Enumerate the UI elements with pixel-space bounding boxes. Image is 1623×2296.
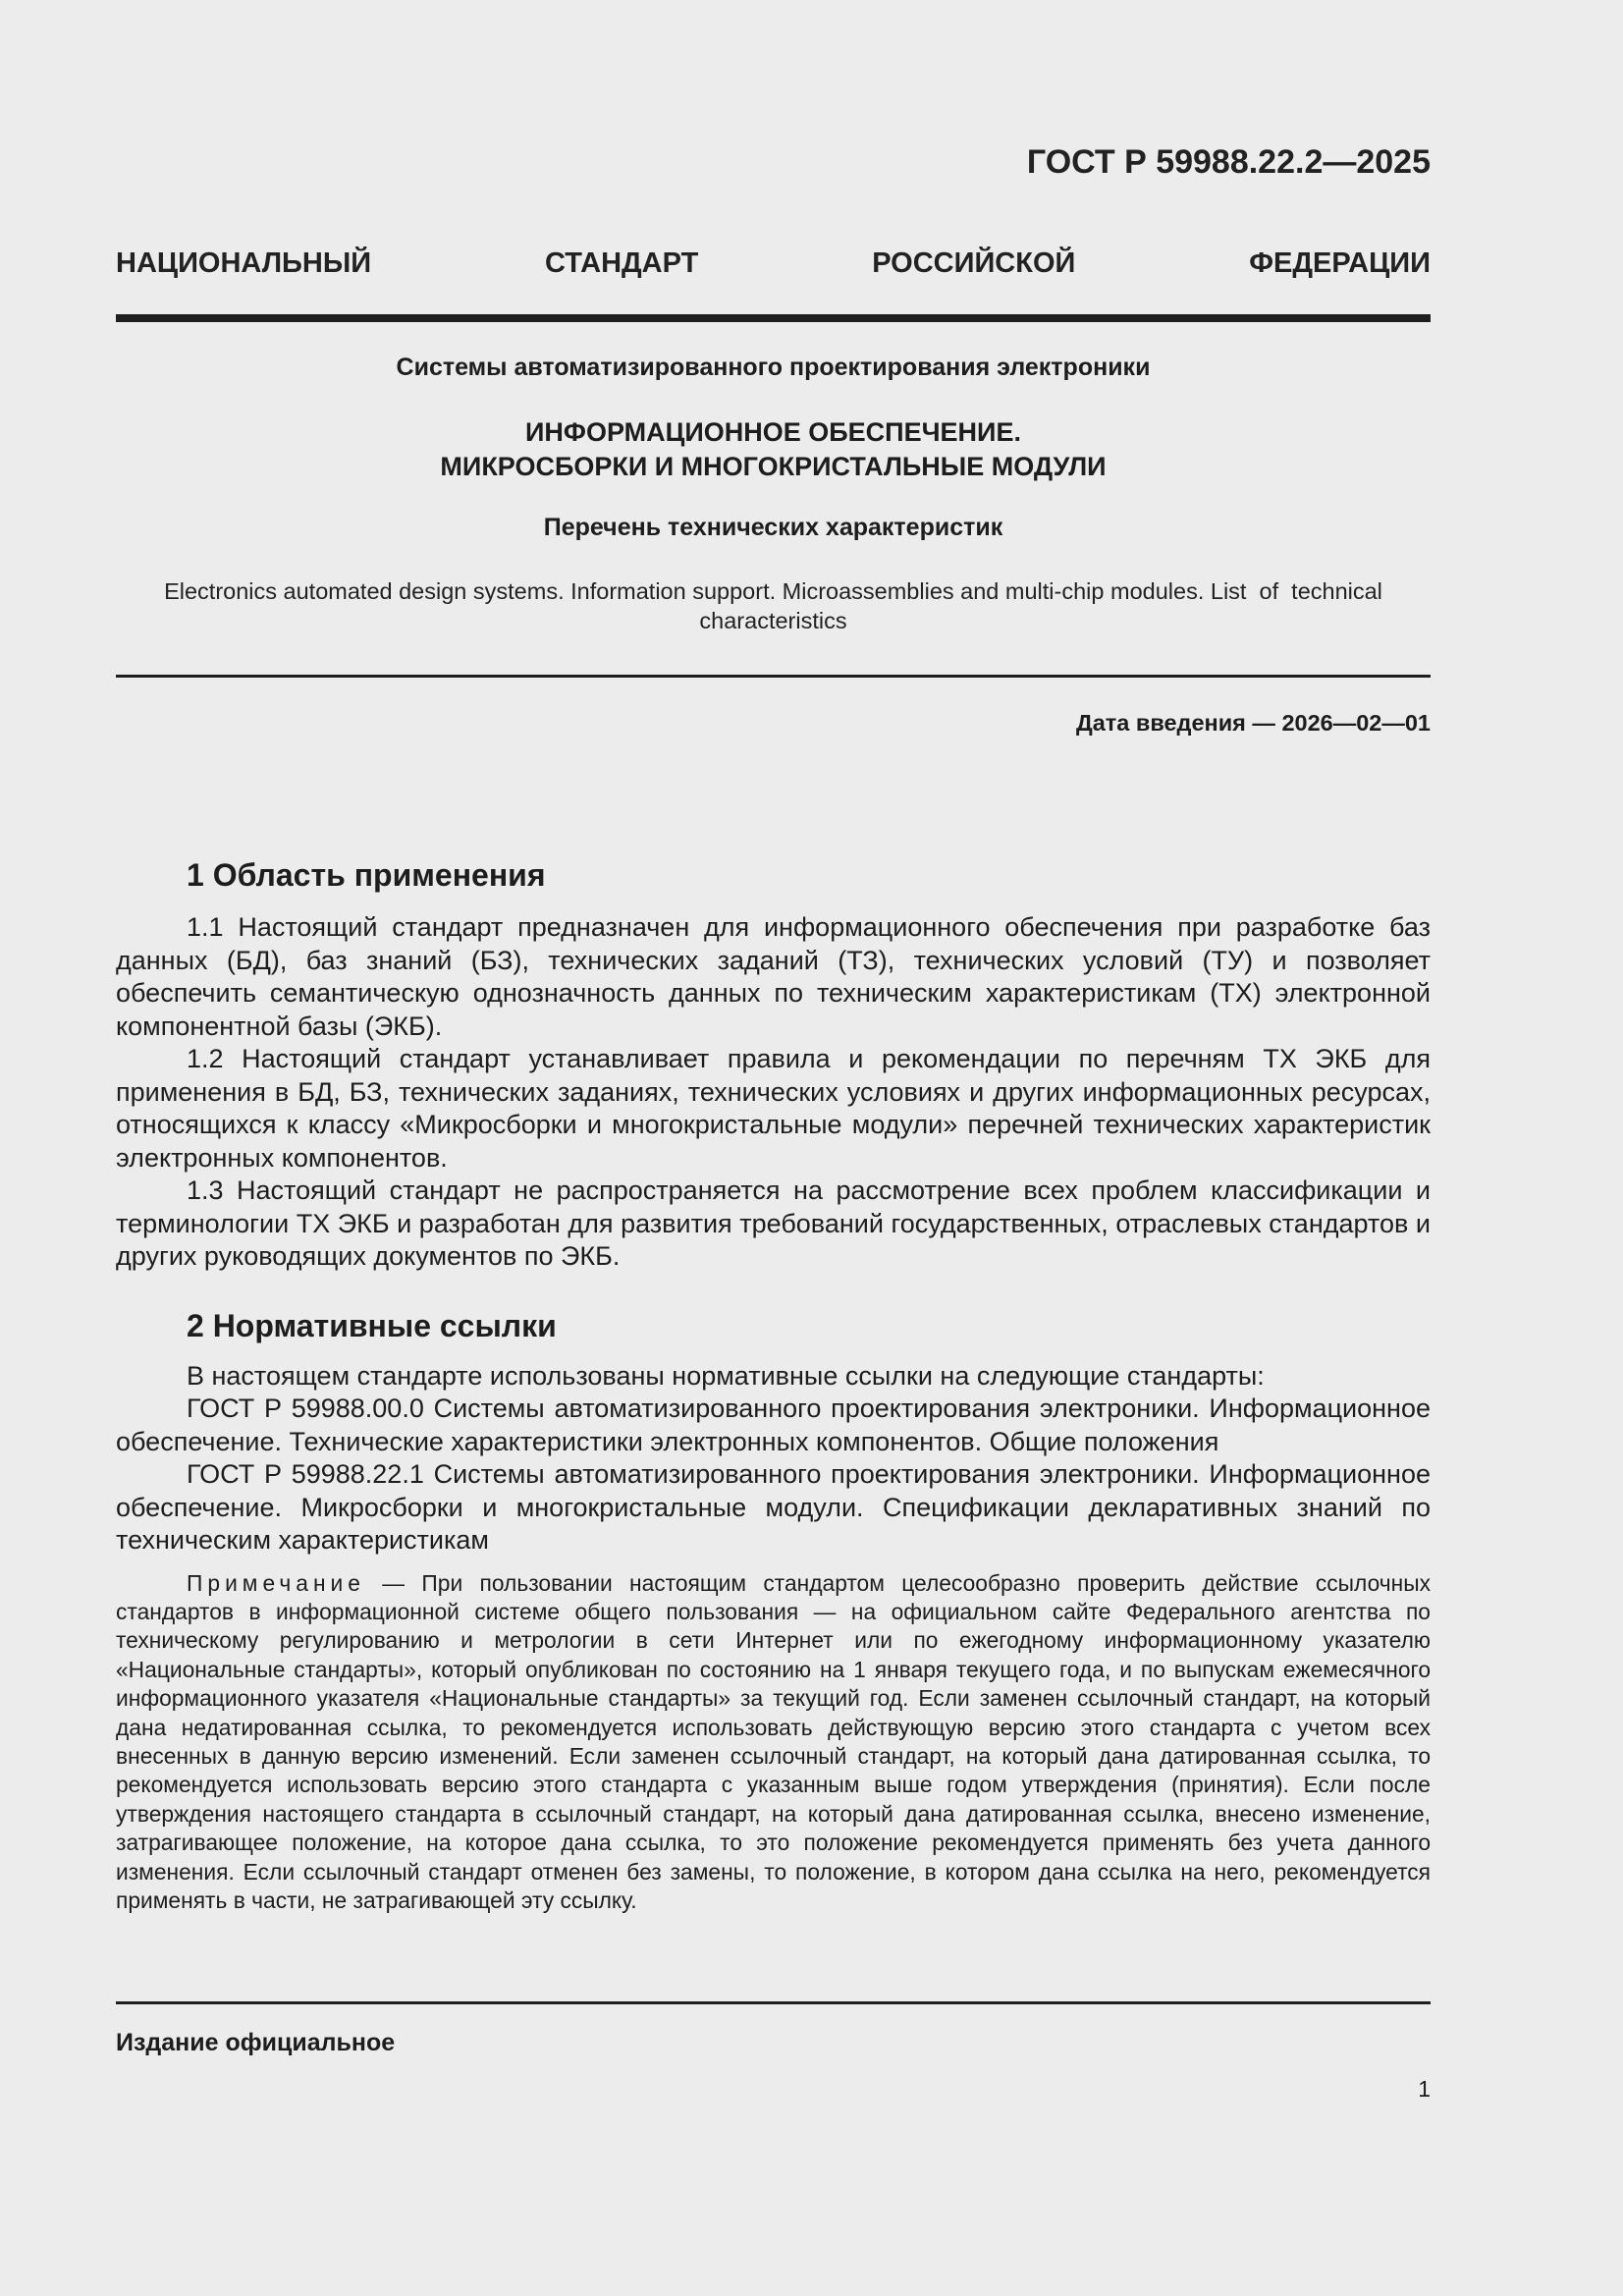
section-2-heading: 2 Нормативные ссылки — [187, 1307, 557, 1343]
header-divider — [116, 314, 1431, 322]
document-body — [116, 852, 1431, 1915]
clause-1-1: 1.1 Настоящий стандарт предназначен для информационного обеспечения при разработке баз данных (БД), баз знаний (БЗ), технических заданий (ТЗ), технических условий (ТУ) и позволяет обеспечить семантическую однозначность данных по техническим характеристикам (ТХ) электронной компонентной базы (ЭКБ). — [116, 912, 1431, 1041]
page-number: 1 — [1418, 2076, 1431, 2102]
note-label: Примечание — [187, 1569, 365, 1596]
title-divider — [116, 675, 1431, 678]
english-title-line-1: Electronics automated design systems. Information support. Microassemblies and multi-chip modules. List of technical — [164, 578, 1382, 604]
clause-1-3: 1.3 Настоящий стандарт не распространяется на рассмотрение всех проблем классификации и терминологии ТХ ЭКБ и разработан для развития требований государственных, отраслевых стандартов и других руководящих документов по ЭКБ. — [116, 1175, 1431, 1271]
note-text: — При пользовании настоящим стандартом целесообразно проверить действие ссылочных стандартов в информационной системе общего пользования — на официальном сайте Федерального агентства по техническому регулированию и метрологии в сети Интернет или по ежегодному информационному указателю «Национальные стандарты», который опубликован по состоянию на 1 января текущего года, и по выпускам ежемесячного информационного указателя «Национальные стандарты» за текущий год. Если заменен ссылочный стандарт, на который дана недатированная ссылка, то рекомендуется использовать действующую версию этого стандарта с учетом всех внесенных в данную версию изменений. Если заменен ссылочный стандарт, на который дана датированная ссылка, то рекомендуется использовать версию этого стандарта с указанным выше годом утверждения (принятия). Если после утверждения настоящего стандарта в ссылочный стандарт, на который дана датированная ссылка, внесено изменение, затрагивающее положение, на которое дана ссылка, то это положение рекомендуется применять без учета данного изменения. Если ссылочный стандарт отменен без замены, то положение, в котором дана ссылка на него, рекомендуется применять в части, не затрагивающей эту ссылку. — [116, 1569, 1431, 1913]
system-title: Системы автоматизированного проектирования электроники — [396, 354, 1151, 381]
reference-gost-59988-22-1: ГОСТ Р 59988.22.1 Системы автоматизированного проектирования электроники. Информационное обеспечение. Микросборки и многокристальные модули. Спецификации декларативных знаний по техническим характеристикам — [116, 1459, 1431, 1555]
introduction-date: Дата введения — 2026—02—01 — [1075, 710, 1431, 736]
national-standard-title: НАЦИОНАЛЬНЫЙ СТАНДАРТ РОССИЙСКОЙ ФЕДЕРАЦИИ — [116, 247, 1431, 279]
subtitle: Перечень технических характеристик — [543, 514, 1003, 541]
main-title — [116, 415, 1431, 484]
document-code: ГОСТ Р 59988.22.2—2025 — [1026, 143, 1431, 181]
edition-label: Издание официальное — [116, 2029, 396, 2056]
references-intro: В настоящем стандарте использованы нормативные ссылки на следующие стандарты: — [187, 1360, 1265, 1391]
document-page — [116, 0, 1431, 2296]
english-title-line-2: characteristics — [699, 608, 847, 633]
english-title — [116, 576, 1431, 635]
main-title-line-2: МИКРОСБОРКИ И МНОГОКРИСТАЛЬНЫЕ МОДУЛИ — [440, 452, 1107, 481]
footer-divider — [116, 2001, 1431, 2004]
clause-1-2: 1.2 Настоящий стандарт устанавливает правила и рекомендации по перечням ТХ ЭКБ для применения в БД, БЗ, технических заданиях, технических условиях и других информационных ресурсах, относящихся к классу «Микросборки и многокристальные модули» перечней технических характеристик электронных компонентов. — [116, 1044, 1431, 1173]
main-title-line-1: ИНФОРМАЦИОННОЕ ОБЕСПЕЧЕНИЕ. — [525, 417, 1021, 447]
note-paragraph — [116, 1569, 1431, 1916]
reference-gost-59988-00-0: ГОСТ Р 59988.00.0 Системы автоматизированного проектирования электроники. Информационное обеспечение. Технические характеристики электронных компонентов. Общие положения — [116, 1394, 1431, 1456]
section-1-heading: 1 Область применения — [187, 857, 546, 893]
